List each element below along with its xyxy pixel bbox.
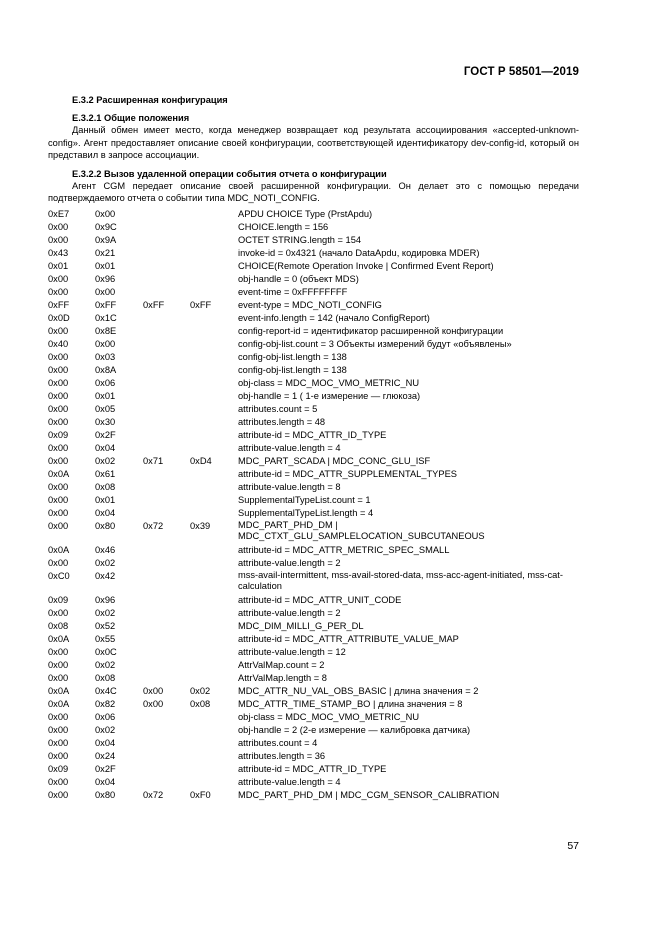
hex-byte-b1: 0x0A — [48, 685, 70, 696]
standard-header: ГОСТ Р 58501—2019 — [463, 66, 579, 78]
hex-byte-b1: 0x09 — [48, 429, 69, 440]
listing-row — [48, 338, 579, 351]
hex-byte-b1: 0x00 — [48, 221, 69, 232]
hex-byte-b4: 0xFF — [190, 299, 212, 310]
hex-byte-b2: 0x61 — [95, 468, 116, 479]
listing-row — [48, 557, 579, 570]
listing-row — [48, 724, 579, 737]
hex-byte-b2: 0x42 — [95, 570, 116, 581]
field-description: attribute-id = MDC_ATTR_ID_TYPE — [238, 763, 387, 774]
hex-byte-b1: 0x00 — [48, 750, 69, 761]
hex-byte-b1: 0x00 — [48, 659, 69, 670]
listing-row — [48, 607, 579, 620]
hex-byte-b4: 0xD4 — [190, 455, 212, 466]
field-description: attribute-value.length = 2 — [238, 557, 341, 568]
hex-byte-b2: 0x55 — [95, 633, 116, 644]
field-description: attributes.count = 4 — [238, 737, 318, 748]
hex-byte-b2: 0x21 — [95, 247, 116, 258]
field-description: config-obj-list.length = 138 — [238, 351, 347, 362]
hex-byte-b1: 0x00 — [48, 711, 69, 722]
section-heading-e322: E.3.2.2 Вызов удаленной операции события отчета о конфигурации — [72, 168, 387, 179]
field-description: attribute-value.length = 12 — [238, 646, 346, 657]
page-content — [48, 94, 579, 802]
hex-byte-b2: 0x01 — [95, 390, 116, 401]
hex-byte-b2: 0x01 — [95, 494, 116, 505]
hex-byte-b1: 0x00 — [48, 273, 69, 284]
field-description: attribute-id = MDC_ATTR_SUPPLEMENTAL_TYPES — [238, 468, 457, 479]
hex-byte-b1: 0x00 — [48, 390, 69, 401]
hex-byte-b1: 0x0A — [48, 468, 70, 479]
field-description: obj-class = MDC_MOC_VMO_METRIC_NU — [238, 711, 420, 722]
listing-row — [48, 776, 579, 789]
listing-row — [48, 468, 579, 481]
listing-row — [48, 698, 579, 711]
field-description: obj-handle = 1 ( 1-е измерение — глюкоза) — [238, 390, 421, 401]
hex-byte-b2: 0x04 — [95, 442, 116, 453]
listing-row — [48, 659, 579, 672]
field-description: attributes.length = 48 — [238, 416, 326, 427]
hex-byte-b1: 0x00 — [48, 351, 69, 362]
field-description: attribute-id = MDC_ATTR_ID_TYPE — [238, 429, 387, 440]
field-description: CHOICE(Remote Operation Invoke | Confirmed Event Report) — [238, 260, 494, 271]
hex-byte-b1: 0x00 — [48, 286, 69, 297]
hex-byte-b1: 0x0A — [48, 544, 70, 555]
hex-byte-b2: 0x05 — [95, 403, 116, 414]
listing-row — [48, 481, 579, 494]
field-description: event-time = 0xFFFFFFFF — [238, 286, 348, 297]
hex-byte-b2: 0x0C — [95, 646, 117, 657]
listing-row — [48, 247, 579, 260]
hex-byte-b2: 0xFF — [95, 299, 117, 310]
listing-row — [48, 737, 579, 750]
field-description: attribute-value.length = 4 — [238, 442, 341, 453]
hex-byte-b2: 0x02 — [95, 455, 116, 466]
listing-row — [48, 620, 579, 633]
field-description: event-type = MDC_NOTI_CONFIG — [238, 299, 382, 310]
listing-row — [48, 208, 579, 221]
hex-byte-b2: 0x30 — [95, 416, 116, 427]
listing-row — [48, 286, 579, 299]
hex-byte-b1: 0x00 — [48, 364, 69, 375]
hex-byte-b1: 0x09 — [48, 594, 69, 605]
field-description: MDC_PART_PHD_DM | MDC_CGM_SENSOR_CALIBRATION — [238, 789, 500, 800]
listing-row — [48, 685, 579, 698]
listing-row — [48, 672, 579, 685]
field-description: obj-handle = 0 (объект MDS) — [238, 273, 359, 284]
listing-row — [48, 789, 579, 802]
hex-byte-b2: 0x9C — [95, 221, 117, 232]
hex-byte-b2: 0x24 — [95, 750, 116, 761]
hex-byte-b1: 0x00 — [48, 403, 69, 414]
hex-byte-b4: 0x02 — [190, 685, 211, 696]
listing-row — [48, 544, 579, 557]
field-description: attributes.length = 36 — [238, 750, 326, 761]
hex-byte-b1: 0x01 — [48, 260, 69, 271]
hex-byte-b2: 0x4C — [95, 685, 117, 696]
listing-row — [48, 507, 579, 520]
field-description: attribute-value.length = 2 — [238, 607, 341, 618]
hex-byte-b1: 0x00 — [48, 776, 69, 787]
field-description: MDC_PART_SCADA | MDC_CONC_GLU_ISF — [238, 455, 431, 466]
field-description: APDU CHOICE Type (PrstApdu) — [238, 208, 373, 219]
listing-row — [48, 494, 579, 507]
hex-byte-b1: 0x00 — [48, 481, 69, 492]
listing-row — [48, 377, 579, 390]
field-description: attribute-id = MDC_ATTR_ATTRIBUTE_VALUE_MAP — [238, 633, 459, 644]
hex-byte-b2: 0x80 — [95, 520, 116, 531]
hex-byte-b3: 0x00 — [143, 685, 164, 696]
hex-byte-b1: 0x09 — [48, 763, 69, 774]
hex-byte-b2: 0x04 — [95, 737, 116, 748]
hex-byte-b1: 0x0D — [48, 312, 70, 323]
listing-row — [48, 390, 579, 403]
listing-row — [48, 351, 579, 364]
listing-row — [48, 221, 579, 234]
hex-byte-b2: 0x08 — [95, 672, 116, 683]
hex-byte-b1: 0x0A — [48, 698, 70, 709]
page-number: 57 — [567, 840, 579, 852]
hex-byte-b2: 0x04 — [95, 507, 116, 518]
field-description: MDC_ATTR_NU_VAL_OBS_BASIC | длина значения = 2 — [238, 685, 479, 696]
paragraph-general: Данный обмен имеет место, когда менеджер возвращает код результата ассоциирования «accepted-unknown-config». Агент предоставляет описание своей конфигурации, соответствующей идентификатору dev-config-id, который он представил в запросе ассоциации. — [48, 125, 579, 161]
listing-row — [48, 750, 579, 763]
listing-row — [48, 260, 579, 273]
hex-byte-b1: 0x00 — [48, 507, 69, 518]
hex-byte-b2: 0x04 — [95, 776, 116, 787]
hex-byte-b1: 0xFF — [48, 299, 70, 310]
hex-byte-b1: 0x00 — [48, 455, 69, 466]
listing-row — [48, 594, 579, 607]
hex-byte-b1: 0xC0 — [48, 570, 70, 581]
field-description: config-obj-list.count = 3 Объекты измерений будут «объявлены» — [238, 338, 512, 349]
field-description: attribute-id = MDC_ATTR_METRIC_SPEC_SMALL — [238, 544, 450, 555]
hex-byte-b1: 0x00 — [48, 737, 69, 748]
field-description: attribute-value.length = 4 — [238, 776, 341, 787]
field-description: CHOICE.length = 156 — [238, 221, 329, 232]
field-description: attributes.count = 5 — [238, 403, 318, 414]
field-description: MDC_PART_PHD_DM | MDC_CTXT_GLU_SAMPLELOCATION_SUBCUTANEOUS — [238, 519, 485, 541]
hex-byte-b1: 0x00 — [48, 557, 69, 568]
hex-byte-b1: 0x00 — [48, 724, 69, 735]
section-heading-e321: E.3.2.1 Общие положения — [72, 113, 190, 123]
hex-byte-b1: 0x00 — [48, 442, 69, 453]
hex-byte-b1: 0x00 — [48, 646, 69, 657]
field-description: SupplementalTypeList.length = 4 — [238, 507, 374, 518]
apdu-byte-listing — [48, 208, 579, 802]
field-description: OCTET STRING.length = 154 — [238, 234, 362, 245]
listing-row — [48, 234, 579, 247]
hex-byte-b1: 0x00 — [48, 494, 69, 505]
hex-byte-b2: 0x06 — [95, 711, 116, 722]
listing-row — [48, 520, 579, 544]
field-description: invoke-id = 0x4321 (начало DataApdu, кодировка MDER) — [238, 247, 480, 258]
hex-byte-b2: 0x1C — [95, 312, 117, 323]
hex-byte-b1: 0x00 — [48, 416, 69, 427]
listing-row — [48, 312, 579, 325]
listing-row — [48, 711, 579, 724]
hex-byte-b2: 0x02 — [95, 557, 116, 568]
listing-row — [48, 416, 579, 429]
hex-byte-b3: 0x72 — [143, 789, 164, 800]
hex-byte-b2: 0x96 — [95, 594, 116, 605]
listing-row — [48, 325, 579, 338]
listing-row — [48, 455, 579, 468]
hex-byte-b2: 0x01 — [95, 260, 116, 271]
field-description: mss-avail-intermittent, mss-avail-stored-data, mss-acc-agent-initiated, mss-cat-calculation — [238, 569, 563, 591]
hex-byte-b4: 0xF0 — [190, 789, 211, 800]
hex-byte-b2: 0x2F — [95, 429, 116, 440]
field-description: obj-handle = 2 (2-е измерение — калибровка датчика) — [238, 724, 471, 735]
hex-byte-b1: 0x00 — [48, 607, 69, 618]
field-description: attribute-value.length = 8 — [238, 481, 341, 492]
field-description: attribute-id = MDC_ATTR_UNIT_CODE — [238, 594, 402, 605]
hex-byte-b3: 0xFF — [143, 299, 165, 310]
hex-byte-b3: 0x72 — [143, 520, 164, 531]
field-description: event-info.length = 142 (начало ConfigReport) — [238, 312, 430, 323]
hex-byte-b4: 0x08 — [190, 698, 211, 709]
field-description: MDC_DIM_MILLI_G_PER_DL — [238, 620, 364, 631]
listing-row — [48, 442, 579, 455]
hex-byte-b2: 0x8A — [95, 364, 117, 375]
field-description: AttrValMap.length = 8 — [238, 672, 327, 683]
listing-row — [48, 570, 579, 594]
hex-byte-b1: 0x08 — [48, 620, 69, 631]
hex-byte-b2: 0x8E — [95, 325, 117, 336]
field-description: MDC_ATTR_TIME_STAMP_BO | длина значения = 8 — [238, 698, 463, 709]
hex-byte-b1: 0x43 — [48, 247, 69, 258]
hex-byte-b2: 0x03 — [95, 351, 116, 362]
paragraph-agent: Агент CGM передает описание своей расширенной конфигурации. Он делает это с помощью передачи подтверждаемого отчета о событии типа MDC_NOTI_CONFIG. — [48, 180, 579, 204]
hex-byte-b2: 0x00 — [95, 208, 116, 219]
hex-byte-b1: 0x00 — [48, 234, 69, 245]
field-description: config-report-id = идентификатор расширенной конфигурации — [238, 325, 504, 336]
hex-byte-b2: 0x46 — [95, 544, 116, 555]
field-description: AttrValMap.count = 2 — [238, 659, 325, 670]
hex-byte-b2: 0x06 — [95, 377, 116, 388]
listing-row — [48, 646, 579, 659]
hex-byte-b1: 0x0A — [48, 633, 70, 644]
hex-byte-b1: 0x40 — [48, 338, 69, 349]
hex-byte-b1: 0x00 — [48, 672, 69, 683]
hex-byte-b2: 0x00 — [95, 338, 116, 349]
hex-byte-b2: 0x02 — [95, 724, 116, 735]
hex-byte-b2: 0x08 — [95, 481, 116, 492]
listing-row — [48, 633, 579, 646]
hex-byte-b2: 0x00 — [95, 286, 116, 297]
hex-byte-b1: 0x00 — [48, 520, 69, 531]
listing-row — [48, 429, 579, 442]
hex-byte-b1: 0x00 — [48, 789, 69, 800]
listing-row — [48, 763, 579, 776]
hex-byte-b2: 0x02 — [95, 607, 116, 618]
listing-row — [48, 299, 579, 312]
field-description: config-obj-list.length = 138 — [238, 364, 347, 375]
hex-byte-b2: 0x02 — [95, 659, 116, 670]
field-description: obj-class = MDC_MOC_VMO_METRIC_NU — [238, 377, 420, 388]
hex-byte-b3: 0x71 — [143, 455, 164, 466]
hex-byte-b2: 0x52 — [95, 620, 116, 631]
listing-row — [48, 273, 579, 286]
hex-byte-b1: 0xE7 — [48, 208, 70, 219]
hex-byte-b2: 0x9A — [95, 234, 117, 245]
hex-byte-b2: 0x2F — [95, 763, 116, 774]
hex-byte-b2: 0x96 — [95, 273, 116, 284]
listing-row — [48, 364, 579, 377]
listing-row — [48, 403, 579, 416]
hex-byte-b2: 0x82 — [95, 698, 116, 709]
section-heading-e32: E.3.2 Расширенная конфигурация — [72, 95, 228, 105]
hex-byte-b2: 0x80 — [95, 789, 116, 800]
hex-byte-b1: 0x00 — [48, 325, 69, 336]
hex-byte-b4: 0x39 — [190, 520, 211, 531]
hex-byte-b3: 0x00 — [143, 698, 164, 709]
hex-byte-b1: 0x00 — [48, 377, 69, 388]
field-description: SupplementalTypeList.count = 1 — [238, 494, 371, 505]
